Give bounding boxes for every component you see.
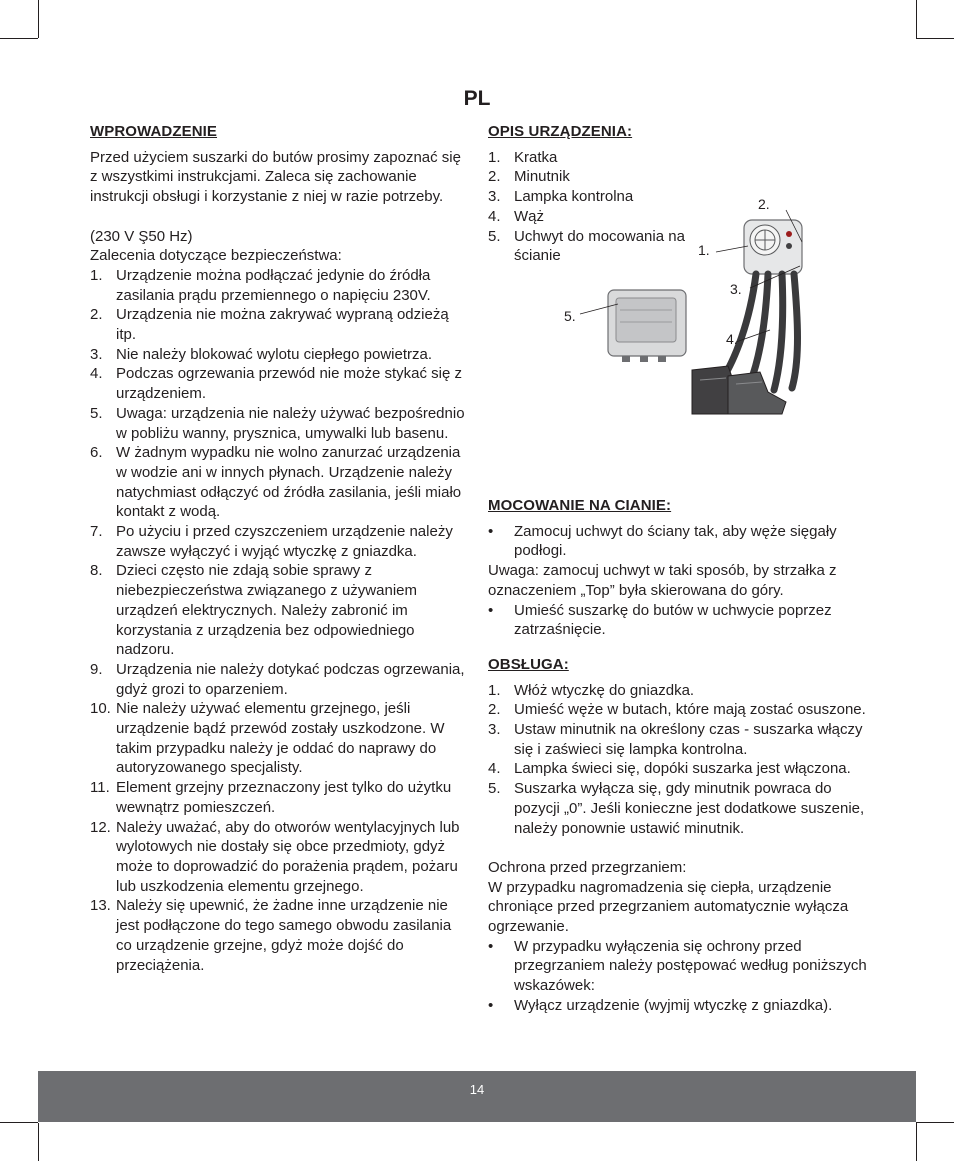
safety-item-number: 4.	[90, 365, 103, 383]
operation-steps	[488, 681, 868, 839]
safety-item	[90, 266, 468, 305]
crop-mark	[916, 0, 917, 38]
safety-item-number: 9.	[90, 660, 103, 678]
page-number: 14	[469, 1082, 485, 1097]
safety-item-text: Nie należy używać elementu grzejnego, jeśli urządzenie bądź przewód zostały uszkodzone. W takim przypadku należy je oddać do naprawy do autoryzowanego specjalisty.	[116, 700, 445, 777]
dryer-body-image	[744, 220, 802, 274]
safety-item-number: 8.	[90, 562, 103, 580]
safety-item-number: 11.	[90, 779, 110, 797]
shoe-dryer-drawing	[560, 190, 820, 420]
safety-item-number: 1.	[90, 266, 103, 284]
crop-mark	[38, 0, 39, 38]
part-item-number: 2.	[488, 168, 501, 186]
overheat-title: Ochrona przed przegrzaniem:	[488, 858, 687, 876]
operation-step-text: Lampka świeci się, dopóki suszarka jest włączona.	[514, 760, 851, 778]
part-item-text: Lampka kontrolna	[514, 188, 634, 206]
safety-item-number: 10.	[90, 700, 111, 718]
safety-item-number: 5.	[90, 404, 103, 422]
safety-item-text: W żadnym wypadku nie wolno zanurzać urządzenia w wodzie ani w innych płynach. Urządzenie należy natychmiast odłączyć od źródła zasilania, jeśli miało kontakt z wodą.	[116, 444, 462, 521]
operation-step-text: Włóż wtyczkę do gniazdka.	[514, 681, 695, 699]
voltage-text: (230 V Ş50 Hz)	[90, 227, 193, 245]
operation-heading: OBSŁUGA:	[488, 655, 569, 673]
overheat-text: W przypadku nagromadzenia się ciepła, urządzenie chroniące przed przegrzaniem automatycznie wyłącza ogrzewanie.	[488, 878, 849, 936]
operation-step-number: 3.	[488, 721, 501, 739]
safety-item	[90, 345, 468, 365]
operation-step-text: Suszarka wyłącza się, gdy minutnik powraca do pozycji „0”. Jeśli konieczne jest dodatkowe suszenie, należy ponownie ustawić minutnik.	[514, 780, 865, 837]
part-item-text: Wąż	[514, 207, 544, 225]
language-heading: PL	[463, 87, 491, 110]
safety-item-text: Należy uważać, aby do otworów wentylacyjnych lub wylotowych nie dostały się obce przedmioty, gdyż może to doprowadzić do porażenia prądem, pożaru lub uszkodzenia elementu grzejnego.	[116, 818, 460, 895]
safety-item-number: 6.	[90, 444, 103, 462]
safety-item-number: 12.	[90, 818, 111, 836]
part-item-number: 1.	[488, 148, 501, 166]
mounting-bullet-2: • Umieść suszarkę do butów w uchwycie poprzez zatrzaśnięcie.	[488, 601, 832, 639]
operation-step-number: 1.	[488, 681, 501, 699]
part-item-text: Uchwyt do mocowania na ścianie	[514, 227, 685, 265]
overheat-bullet-1: • W przypadku wyłączenia się ochrony przed przegrzaniem należy postępować według poniższych wskazówek:	[488, 937, 867, 995]
safety-item	[90, 561, 468, 660]
safety-item-text: Należy się upewnić, że żadne inne urządzenie nie jest podłączone do tego samego obwodu zasilania co urządzenie grzejne, gdyż może dojść do przeciążenia.	[116, 897, 452, 974]
wall-holder-image	[608, 290, 686, 362]
safety-item	[90, 778, 468, 817]
figure-label-3: 3.	[730, 281, 742, 297]
part-item-number: 3.	[488, 188, 501, 206]
safety-item	[90, 699, 468, 778]
operation-step-text: Umieść węże w butach, które mają zostać osuszone.	[514, 701, 866, 719]
safety-item-text: Element grzejny przeznaczony jest tylko do użytku wewnątrz pomieszczeń.	[116, 779, 452, 816]
operation-step	[488, 720, 868, 759]
operation-step-text: Ustaw minutnik na określony czas ‑ suszarka włączy się i zaświeci się lampka kontrolna.	[514, 721, 863, 758]
crop-mark	[916, 1122, 954, 1123]
overheat-bullet-2: • Wyłącz urządzenie (wyjmij wtyczkę z gniazdka).	[488, 996, 833, 1014]
mounting-heading: MOCOWANIE NA CIANIE:	[488, 497, 672, 514]
operation-step	[488, 779, 868, 838]
crop-mark	[916, 1123, 917, 1161]
figure-label-1: 1.	[698, 242, 710, 258]
mounting-bullet-1: • Zamocuj uchwyt do ściany tak, aby węże sięgały podłogi.	[488, 522, 837, 560]
safety-item-text: Urządzenia nie należy dotykać podczas ogrzewania, gdyż grozi to oparzeniem.	[116, 660, 465, 698]
intro-heading: WPROWADZENIE	[90, 123, 218, 140]
product-illustration	[560, 190, 820, 420]
operation-step-number: 5.	[488, 780, 501, 798]
figure-label-4: 4.	[726, 331, 738, 347]
safety-item	[90, 443, 468, 522]
safety-item-text: Po użyciu i przed czyszczeniem urządzenie należy zawsze wyłączyć i wyjąć wtyczkę z gniazdka.	[116, 523, 453, 560]
safety-item	[90, 364, 468, 403]
safety-item	[90, 896, 468, 975]
crop-mark	[38, 1123, 39, 1161]
figure-label-5: 5.	[564, 308, 576, 324]
operation-step-number: 4.	[488, 760, 501, 778]
intro-text: Przed użyciem suszarki do butów prosimy zapoznać się z wszystkimi instrukcjami. Zaleca się zachowanie instrukcji obsługi i korzystanie z niej w razie potrzeby.	[90, 148, 461, 206]
safety-item	[90, 660, 468, 699]
left-column	[90, 122, 468, 975]
part-item	[488, 167, 688, 187]
safety-item-text: Urządzenie można podłączać jedynie do źródła zasilania prądu przemiennego o napięciu 230V.	[116, 266, 431, 304]
crop-mark	[0, 38, 38, 39]
right-lower-column	[488, 496, 868, 1016]
mounting-note: Uwaga: zamocuj uchwyt w taki sposób, by strzałka z oznaczeniem „Top” była skierowana do góry.	[488, 562, 837, 599]
operation-step	[488, 681, 868, 701]
crop-mark	[916, 38, 954, 39]
operation-step	[488, 700, 868, 720]
part-item-text: Minutnik	[514, 168, 570, 186]
safety-list	[90, 266, 468, 975]
safety-item-number: 7.	[90, 523, 103, 541]
safety-item	[90, 522, 468, 561]
safety-item-number: 2.	[90, 306, 103, 324]
safety-item	[90, 404, 468, 443]
safety-item-text: Dzieci często nie zdają sobie sprawy z niebezpieczeństwa związanego z używaniem urządzeń elektrycznych. Należy zabronić im korzystania z urządzenia bez odpowiedniego nadzoru.	[116, 562, 417, 659]
description-heading: OPIS URZĄDZENIA:	[488, 123, 633, 140]
crop-mark	[0, 1122, 38, 1123]
safety-item	[90, 305, 468, 344]
safety-item-text: Urządzenia nie można zakrywać wypraną odzieżą itp.	[116, 306, 449, 344]
part-item-number: 5.	[488, 227, 501, 245]
page-footer	[38, 1071, 916, 1122]
part-item-text: Kratka	[514, 148, 558, 166]
operation-step-number: 2.	[488, 701, 501, 719]
figure-label-2: 2.	[758, 196, 770, 212]
operation-step	[488, 759, 868, 779]
safety-item-number: 13.	[90, 897, 111, 915]
safety-item-text: Podczas ogrzewania przewód nie może stykać się z urządzeniem.	[116, 365, 462, 403]
safety-item-number: 3.	[90, 345, 103, 363]
part-item-number: 4.	[488, 207, 501, 225]
part-item	[488, 148, 688, 168]
safety-item-text: Uwaga: urządzenia nie należy używać bezpośrednio w pobliżu wanny, prysznica, umywalki lub basenu.	[116, 404, 465, 442]
safety-item-text: Nie należy blokować wylotu ciepłego powietrza.	[116, 345, 432, 363]
safety-title: Zalecenia dotyczące bezpieczeństwa:	[90, 247, 342, 265]
safety-item	[90, 818, 468, 897]
